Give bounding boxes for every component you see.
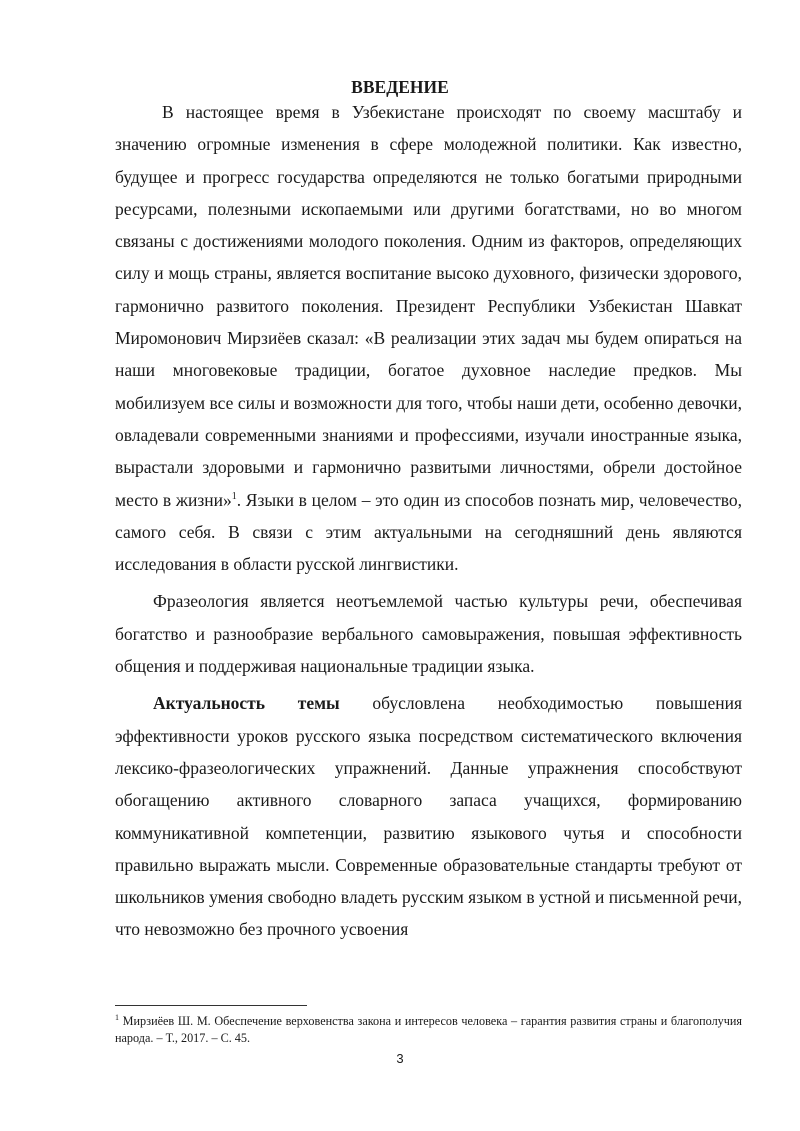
page-number: 3 [396,1051,404,1066]
footnote-marker: 1 [115,1013,119,1022]
footnote-divider [115,1005,307,1006]
paragraph-relevance-text: обусловлена необходимостью повышения эффективности уроков русского языка посредством систематического включения лексико-фразеологических упражнений. Данные упражнения способствуют обогащению активного словарного запаса учащихся, формированию коммуникативной компетенции, развитию языкового чутья и способности правильно выражать мысли. Современные образовательные стандарты требуют от школьников умения свободно владеть русским языком в устной и письменной речи, что невозможно без прочного усвоения [115,693,742,940]
document-body [115,96,742,946]
relevance-heading: Актуальность темы [153,693,340,714]
paragraph-phraseology: Фразеология является неотъемлемой частью культуры речи, обеспечивая богатство и разнообразие вербального самовыражения, повышая эффективность общения и поддерживая национальные традиции языка. [115,591,742,677]
footnote-reference[interactable]: 1 [231,490,237,502]
footnote [115,1013,742,1047]
footnote-text: Мирзиёев Ш. М. Обеспечение верховенства закона и интересов человека – гарантия развития страны и благополучия народа. – Т., 2017. – С. 45. [115,1014,742,1045]
paragraph-relevance [115,687,742,945]
paragraph-introduction [115,96,742,580]
page-title: ВВЕДЕНИЕ [351,77,449,97]
paragraph-introduction-text: В настоящее время в Узбекистане происходят по своему масштабу и значению огромные изменения в сфере молодежной политики. Как известно, будущее и прогресс государства определяются не только богатыми природными ресурсами, полезными ископаемыми или другими богатствами, но во многом связаны с достижениями молодого поколения. Одним из факторов, определяющих силу и мощь страны, является воспитание высоко духовного, физически здорового, гармонично развитого поколения. Президент Республики Узбекистан Шавкат Миромонович Мирзиёев сказал: «В реализации этих задач мы будем опираться на наши многовековые традиции, богатое духовное наследие предков. Мы мобилизуем все силы и возможности для того, чтобы наши дети, особенно девочки, овладевали современными знаниями и профессиями, изучали иностранные языка, вырастали здоровыми и гармонично развитыми личностями, обрели достойное место в жизни» [115,102,742,510]
paragraph-introduction-continuation: . Языки в целом – это один из способов познать мир, человечество, самого себя. В связи с этим актуальными на сегодняшний день являются исследования в области русской лингвистики. [115,489,742,575]
